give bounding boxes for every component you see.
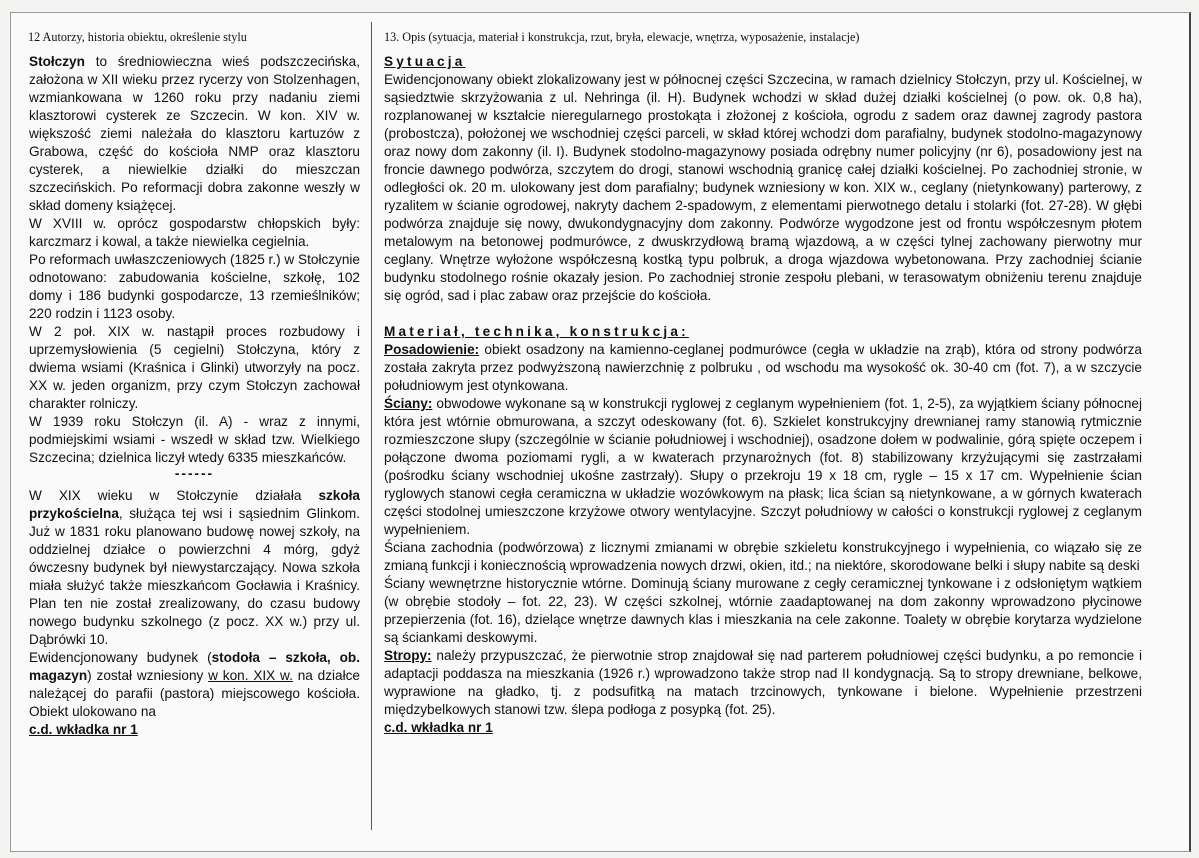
- continuation-note: c.d. wkładka nr 1: [384, 720, 493, 735]
- posadowienie-paragraph: [384, 341, 1142, 395]
- history-paragraph: [29, 53, 360, 215]
- school-text: , służąca tej wsi i sąsiednim Glinkom. Już w 1831 roku planowano budowę nowej szkoły, na oddzielnej działce o powierzchni 4 mórg, gdyż ówczesny budynek był niewystarczający. Nowa szkoła miała służyć także mieszkańcom Gocławia i Kraśnicy. Plan ten nie został zrealizowany, do czasu budowy nowego budynku szkolnego (z pocz. XX w.) przy ul. Dąbrówki 10.: [29, 506, 360, 647]
- construction-date: w kon. XIX w.: [208, 668, 293, 683]
- continuation-note: c.d. wkładka nr 1: [29, 722, 138, 737]
- building-text: Ewidencjonowany budynek (: [29, 650, 212, 665]
- section-title-material: Materiał, technika, konstrukcja:: [384, 324, 689, 339]
- section-title-sytuacja: Sytuacja: [384, 54, 466, 69]
- stolczyn-name: Stołczyn: [29, 54, 85, 69]
- right-column-header: 13. Opis (sytuacja, materiał i konstrukcja, rzut, bryła, elewacje, wnętrza, wyposażenie, instalacje): [384, 30, 860, 44]
- sytuacja-paragraph: Ewidencjonowany obiekt zlokalizowany jest w północnej części Szczecina, w ramach dzielnicy Stołczyn, przy ul. Kościelnej, w sąsiedztwie skrzyżowania z ul. Nehringa (il. H). Budynek wchodzi w skład dużej działki kościelnej (o pow. ok. 0,8 ha), rozplanowanej w kształcie nieregularnego prostokąta i złożonej z kościoła, ogrodu z sadem oraz dawnej zagrody pastora (probostcza), położonej we wschodniej części parceli, w skład której wchodzi dom parafialny, budynek stodolno-magazynowy oraz nowy dom zakonny (il. I). Budynek stodolno-magazynowy posiada odrębny numer policyjny (nr 6), posadowiony jest na froncie dawnego podwórza, szczytem do drogi, stanowi wschodnią granicę całej działki kościelnej. Po zachodniej stronie, w odległości ok. 20 m. ulokowany jest dom parafialny; budynek wzniesiony w kon. XIX w., ceglany (nietynkowany) parterowy, z ryzalitem w ścianie ogrodowej, nakryty dachem 2-spadowym, z elementami pierwotnego detalu i stolarki (fot. 27-28). W głębi podwórza znajduje się nowy, dwukondygnacyjny dom zakonny. Podwórze wygodzone jest od frontu współczesnym płotem metalowym na betonowej podmurówce, z dwuskrzydłową bramą wjazdową, a w części tylnej zachowany pierwotny mur ceglany. Wnętrze wyłożone współczesną kostką typu polbruk, a droga wjazdowa wybetonowana. Przy zachodniej ścianie budynku stodolnego rośnie okazały jesion. Po zachodniej stronie zespołu plebani, w terasowatym obniżeniu terenu znajduje się ogród, sad i plac zabaw oraz przejście do kościoła.: [384, 72, 1142, 303]
- sciany-label: Ściany:: [384, 396, 433, 411]
- history-text: to średniowieczna wieś podszczecińska, założona w XII wieku przez rycerzy von Stolzenhagen, wzmiankowana w 1260 roku przy nadaniu ziemi klasztorowi cysterek ze Szczecin. W kon. XIV w. większość ziemi należała do klasztoru kartuzów z Grabowa, część do kościoła NMP oraz klasztoru cysterek, a niewielkie działki do mieszczan szczecińskich. Po reformacji dobra zakonne weszły w skład domeny książęcej.: [29, 54, 360, 213]
- school-name: szkoła przykościelna: [29, 488, 360, 521]
- column-divider: [371, 22, 372, 830]
- school-text: W XIX wieku w Stołczynie działała: [29, 488, 302, 503]
- description-column: [384, 53, 1142, 737]
- history-paragraph: W XVIII w. oprócz gospodarstw chłopskich były: karczmarz i kowal, a także niewielka cegielnia.: [29, 216, 360, 249]
- posadowienie-text: obiekt osadzony na kamienno-ceglanej podmurówce (cegła w układzie na zrąb), która od strony podwórza została zakryta przez podwyższoną nawierzchnię z polbruku , od wschodu ma wysokość ok. 30-40 cm (fot. 7), a w szczycie południowym jest otynkowana.: [384, 342, 1142, 393]
- building-text: na działce należącej do parafii (pastora) miejscowego kościoła. Obiekt ulokowano na: [29, 668, 360, 719]
- section-separator: ------: [174, 466, 215, 481]
- building-text: ) został wzniesiony: [87, 668, 204, 683]
- history-paragraph: W 1939 roku Stołczyn (il. A) - wraz z innymi, podmiejskimi wsiami - wszedł w skład tzw. Wielkiego Szczecina; dzielnica liczył wtedy 6335 mieszkańców.: [29, 414, 360, 465]
- history-paragraph: W 2 poł. XIX w. nastąpił proces rozbudowy i uprzemysłowienia (5 cegielni) Stołczyna, który z dwiema wsiami (Kraśnica i Glinki) utworzyły na pocz. XX w. jeden organizm, przy czym Stołczyn zachował charakter rolniczy.: [29, 324, 360, 411]
- stropy-paragraph: [384, 647, 1142, 719]
- sciana-zachodnia-paragraph: Ściana zachodnia (podwórzowa) z licznymi zmianami w obrębie szkieletu konstrukcyjnego i wypełnienia, co wiązało się ze zmianą funkcji i koniecznością wprowadzenia nowych drzwi, okien, itd.; na niektóre, skorodowane belki i słupy nabite są deski: [384, 540, 1142, 573]
- posadowienie-label: Posadowienie:: [384, 342, 480, 357]
- sciany-wewnetrzne-paragraph: Ściany wewnętrzne historycznie wtórne. Dominują ściany murowane z cegły ceramicznej tynkowane i z odsłoniętym wątkiem (w obrębie stodoły – fot. 22, 23). W części szkolnej, wtórnie zaadaptowanej na dom zakonny wprowadzono płycinowe przepierzenia (fot. 16), dzielące wnętrze dawnych klas i mieszkania na cele zakonne. Toalety w obrębie korytarza wydzielone są ściankami deskowymi.: [384, 576, 1142, 645]
- building-name: stodoła – szkoła, ob. magazyn: [29, 650, 360, 683]
- school-paragraph: [29, 487, 360, 649]
- history-paragraph: Po reformach uwłaszczeniowych (1825 r.) w Stołczynie odnotowano: zabudowania kościelne, szkołę, 102 domy i 186 budynki gospodarcze, 13 rzemieślników; 220 rodzin i 1123 osoby.: [29, 252, 360, 321]
- sciany-text: obwodowe wykonane są w konstrukcji ryglowej z ceglanym wypełnieniem (fot. 1, 2-5), za wyjątkiem ściany północnej która jest wtórnie obmurowana, a szczyt odeskowany (fot. 6). Szkielet konstrukcyjny drewnianej ramy stanowią rytmicznie rozmieszczone słupy (szczególnie w ścianie południowej i wschodniej), osadzone dołem w podwalinie, górą spięte oczepem i połączone dwoma poziomami rygli, a w kwaterach przynarożnych (fot. 8) stabilizowany krzyżującymi się zastrzałami (pośrodku ściany wschodniej ukośne zastrzały). Słupy o przekroju 19 x 18 cm, rygle – 15 x 17 cm. Wypełnienie ścian ryglowych stanowi cegła ceramiczna w układzie wozówkowym na płask; lica ścian są nietynkowane, a w górnych kwaterach części stodolnej umieszczone krzyżowe otwory wentylacyjne. Szczyt południowy w całości o konstrukcji ryglowej z ceglanym wypełnieniem.: [384, 396, 1142, 537]
- history-column: [29, 53, 360, 739]
- building-paragraph: [29, 649, 360, 721]
- stropy-label: Stropy:: [384, 648, 432, 663]
- left-column-header: 12 Autorzy, historia obiektu, określenie stylu: [28, 30, 247, 44]
- stropy-text: należy przypuszczać, że pierwotnie strop znajdował się nad parterem południowej części budynku, a po remoncie i adaptacji poddasza na mieszkania (1926 r.) wprowadzono także strop nad II kondygnacją. Są to stropy drewniane, belkowe, wyprawione na gładko, tj. z podsufitką na matach trzcinowych, tynkowane i bielone. Wypełnienie przestrzeni międzybelkowych stanowi tzw. ślepa podłoga z posypką (fot. 25).: [384, 648, 1142, 717]
- sciany-paragraph: [384, 395, 1142, 539]
